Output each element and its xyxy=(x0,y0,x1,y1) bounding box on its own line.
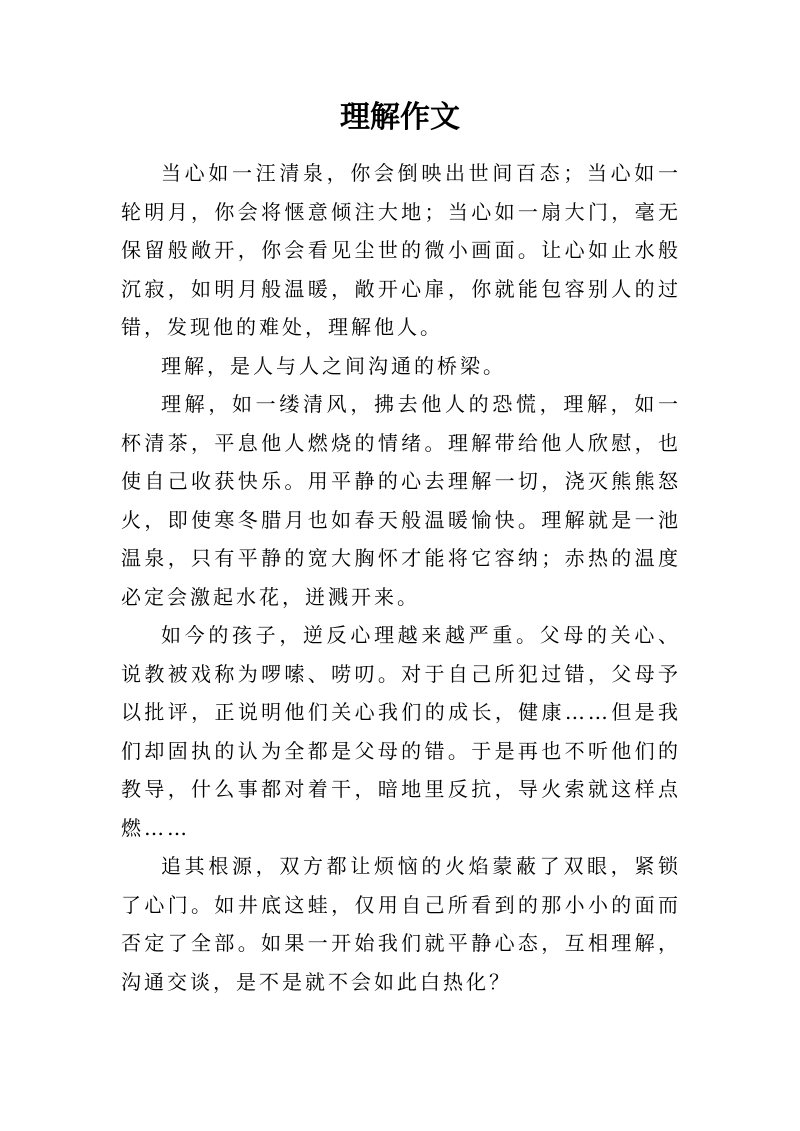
paragraph-1: 当心如一汪清泉，你会倒映出世间百态；当心如一轮明月，你会将惬意倾注大地；当心如一扇大门，毫无保留般敞开，你会看见尘世的微小画面。让心如止水般沉寂，如明月般温暖，敞开心扉，你就能包容别人的过错，发现他的难处，理解他人。 xyxy=(121,161,681,339)
document-body xyxy=(121,154,681,1001)
paragraph-5: 追其根源，双方都让烦恼的火焰蒙蔽了双眼，紧锁了心门。如井底这蛙，仅用自己所看到的那小小的面而否定了全部。如果一开始我们就平静心态，互相理解，沟通交谈，是不是就不会如此白热化？ xyxy=(121,854,681,994)
paragraph-4: 如今的孩子，逆反心理越来越严重。父母的关心、说教被戏称为啰嗦、唠叨。对于自己所犯过错，父母予以批评，正说明他们关心我们的成长，健康……但是我们却固执的认为全都是父母的错。于是再也不听他们的教导，什么事都对着干，暗地里反抗，导火索就这样点燃…… xyxy=(121,623,681,840)
page-title: 理解作文 xyxy=(340,100,460,135)
paragraph-2: 理解，是人与人之间沟通的桥梁。 xyxy=(161,353,506,378)
paragraph-3: 理解，如一缕清风，拂去他人的恐慌，理解，如一杯清茶，平息他人燃烧的情绪。理解带给他人欣慰，也使自己收获快乐。用平静的心去理解一切，浇灭熊熊怒火，即使寒冬腊月也如春天般温暖愉快。理解就是一池温泉，只有平静的宽大胸怀才能将它容纳；赤热的温度必定会激起水花，迸溅开来。 xyxy=(121,392,681,609)
